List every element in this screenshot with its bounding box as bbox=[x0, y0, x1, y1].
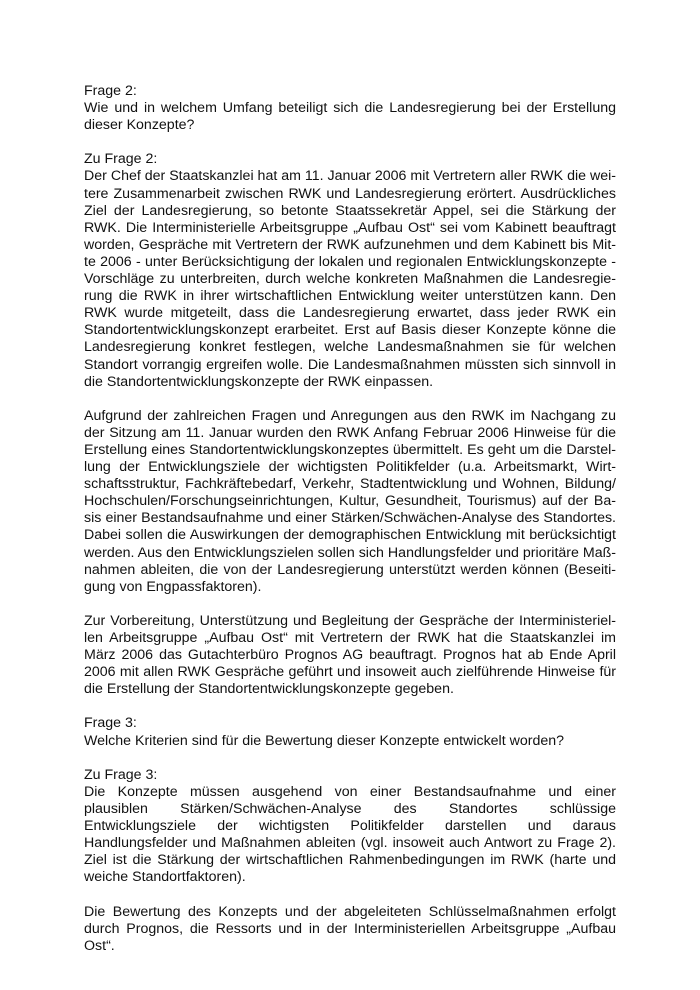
answer-3 bbox=[84, 767, 616, 955]
answer-2-paragraph-3: Zur Vorbereitung, Unterstützung und Begleitung der Gespräche der Interministeriellen Arbeitsgruppe „Aufbau Ost“ mit Vertretern der RWK hat die Staatskanzlei im März 2006 das Gutachterbüro Prognos AG beauftragt. Prognos hat ab Ende April 2006 mit allen RWK Gespräche geführt und insoweit auch zielführende Hinweise für die Erstellung der Standortentwicklungskonzepte gegeben. bbox=[84, 612, 616, 698]
answer-2-label: Zu Frage 2: bbox=[84, 151, 158, 168]
question-2-text: Wie und in welchem Umfang beteiligt sich die Landesregierung bei der Erstellung dieser Konzepte? bbox=[84, 100, 616, 134]
answer-3-paragraph-2: Die Bewertung des Konzepts und der abgeleiteten Schlüsselmaßnahmen erfolgt durch Prognos, die Ressorts und in der Interministeriellen Arbeitsgruppe „Aufbau Ost“. bbox=[84, 903, 616, 954]
document-page bbox=[84, 83, 616, 972]
question-2 bbox=[84, 83, 616, 134]
answer-2-paragraph-2: Aufgrund der zahlreichen Fragen und Anregungen aus den RWK im Nachgang zu der Sitzung am 11. Januar wurden den RWK Anfang Februar 2006 Hinweise für die Erstellung eines Standortentwicklungskonzeptes übermittelt. Es geht um die Darstellung der Entwicklungsziele der wichtigsten Politikfelder (u.a. Arbeitsmarkt, Wirtschaftsstruktur, Fachkräftebedarf, Verkehr, Stadtentwicklung und Wohnen, Bildung/ Hochschulen/Forschungseinrichtungen, Kultur, Gesundheit, Tourismus) auf der Basis einer Bestandsaufnahme und einer Stärken/Schwächen-Analyse des Standortes. Dabei sollen die Auswirkungen der demographischen Entwicklung mit berücksichtigt werden. Aus den Entwicklungszielen sollen sich Handlungsfelder und prioritäre Maßnahmen ableiten, die von der Landesregierung unterstützt werden können (Beseitigung von Engpassfaktoren). bbox=[84, 407, 616, 595]
answer-3-label: Zu Frage 3: bbox=[84, 766, 158, 783]
answer-3-paragraph-1: Die Konzepte müssen ausgehend von einer Bestandsaufnahme und einer plausiblen Stärken/Schwächen-Analyse des Standortes schlüssige Entwicklungsziele der wichtigsten Politikfelder darstellen und daraus Handlungsfelder und Maßnahmen ableiten (vgl. insoweit auch Antwort zu Frage 2). Ziel ist die Stärkung der wirtschaftlichen Rahmenbedingungen im RWK (harte und weiche Standortfaktoren). bbox=[84, 783, 616, 886]
question-3-text: Welche Kriterien sind für die Bewertung dieser Konzepte entwickelt worden? bbox=[84, 732, 565, 749]
answer-2-paragraph-1: Der Chef der Staatskanzlei hat am 11. Januar 2006 mit Vertretern aller RWK die weitere Zusammenarbeit zwischen RWK und Landesregierung erörtert. Ausdrückliches Ziel der Landesregierung, so betonte Staatssekretär Appel, sei die Stärkung der RWK. Die Interministerielle Arbeitsgruppe „Aufbau Ost“ sei vom Kabinett beauftragt worden, Gespräche mit Vertretern der RWK aufzunehmen und dem Kabinett bis Mitte 2006 - unter Berücksichtigung der lokalen und regionalen Entwicklungskonzepte - Vorschläge zu unterbreiten, durch welche konkreten Maßnahmen die Landesregierung die RWK in ihrer wirtschaftlichen Entwicklung weiter unterstützen kann. Den RWK wurde mitgeteilt, dass die Landesregierung erwartet, dass jeder RWK ein Standortentwicklungskonzept erarbeitet. Erst auf Basis dieser Konzepte könne die Landesregierung konkret festlegen, welche Landesmaßnahmen sie für welchen Standort vorrangig ergreifen wolle. Die Landesmaßnahmen müssten sich sinnvoll in die Standortentwicklungskonzepte der RWK einpassen. bbox=[84, 168, 616, 390]
question-2-label: Frage 2: bbox=[84, 83, 137, 99]
question-3 bbox=[84, 715, 616, 749]
question-3-label: Frage 3: bbox=[84, 715, 137, 732]
answer-2 bbox=[84, 151, 616, 698]
